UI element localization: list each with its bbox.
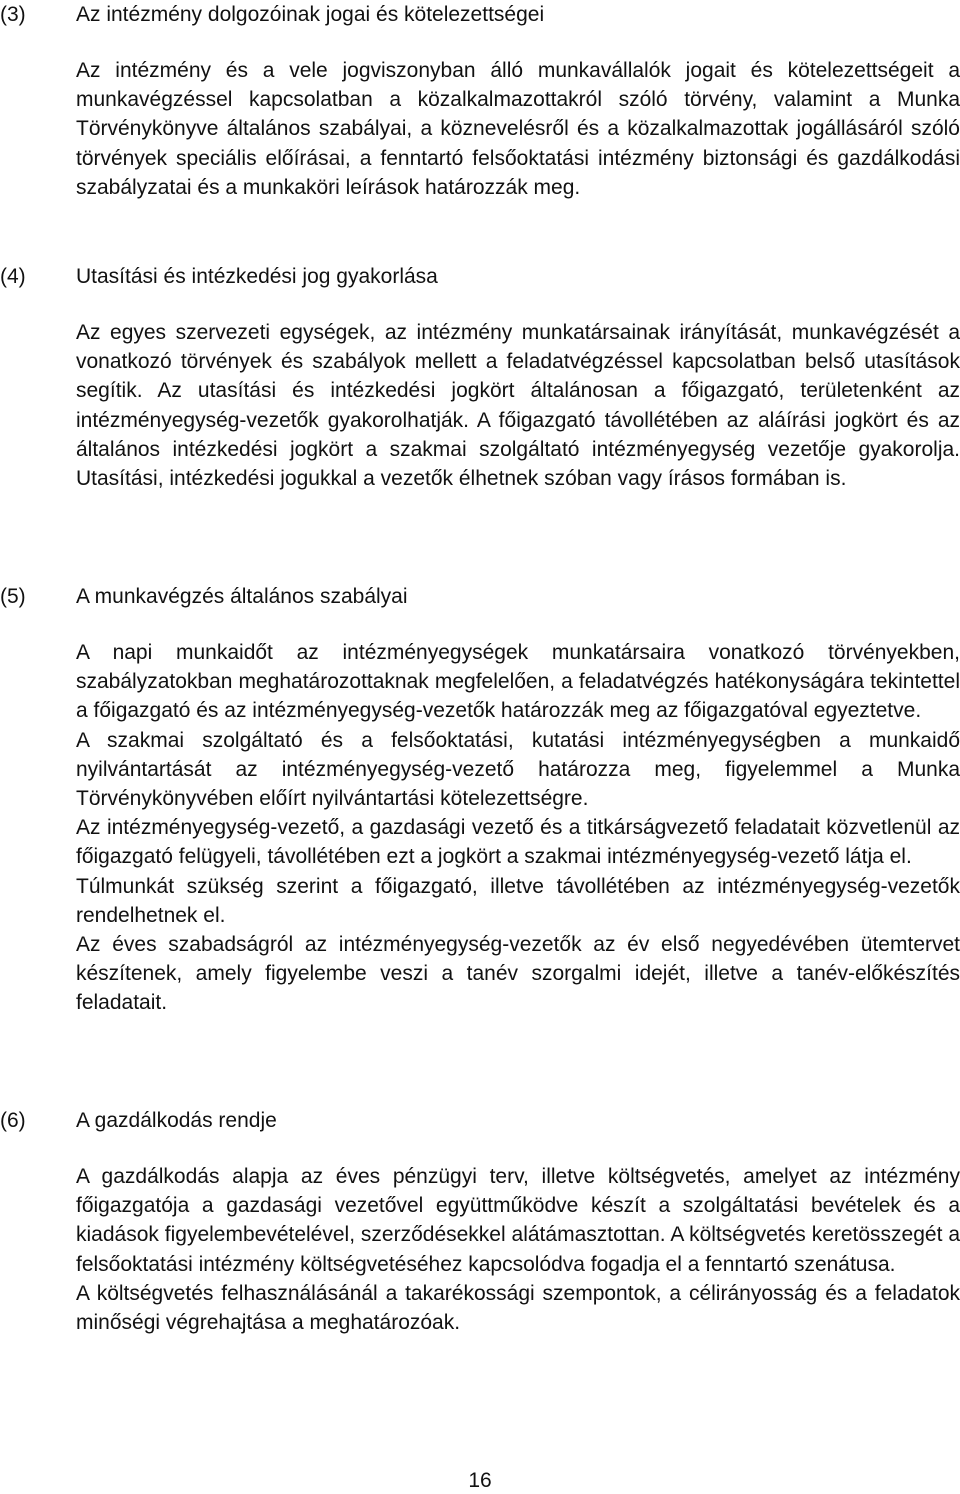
section-body: [76, 318, 960, 493]
paragraph: A gazdálkodás alapja az éves pénzügyi terv, illetve költségvetés, amelyet az intézmény főigazgatója a gazdasági vezetővel együttműködve készít a szolgáltatási bevételek és a kiadások figyelembevételével, szerződésekkel alátámasztottan. A költségvetés keretösszegét a felsőoktatási intézmény költségvetéséhez kapcsolódva fogadja el a fenntartó szenátusa.: [76, 1165, 960, 1276]
paragraph: Az egyes szervezeti egységek, az intézmény munkatársainak irányítását, munkavégzését a vonatkozó törvények és szabályok mellett a feladatvégzéssel kapcsolatban belső utasítások segítik. Az utasítási és intézkedési jogkört általánosan a főigazgató, területenként az intézményegység-vezetők gyakorolhatják. A főigazgató távollétében az aláírási jogkört és az általános intézkedési jogkört a szakmai szolgáltató intézményegység vezetője gyakorolja. Utasítási, intézkedési jogukkal a vezetők élhetnek szóban vagy írásos formában is.: [76, 321, 960, 491]
paragraph: Az intézményegység-vezető, a gazdasági vezető és a titkárságvezető feladatait közvetlenül az főigazgató felügyeli, távollétében ezt a jogkört a szakmai intézményegység-vezető látja el.: [76, 816, 960, 869]
section-heading: Az intézmény dolgozóinak jogai és kötelezettségei: [76, 3, 545, 26]
section-body: [76, 638, 960, 1018]
section-number: (6): [0, 1109, 26, 1132]
paragraph: Az intézmény és a vele jogviszonyban álló munkavállalók jogait és kötelezettségeit a munkavégzéssel kapcsolatban a közalkalmazottakról szóló törvény, valamint a Munka Törvénykönyve általános szabályai, a köznevelésről és a közalkalmazottak jogállásáról szóló törvények speciális előírásai, a fenntartó felsőoktatási intézmény biztonsági és gazdálkodási szabályzatai és a munkaköri leírások határozzák meg.: [76, 59, 960, 199]
page-number: 16: [468, 1469, 492, 1492]
paragraph: A költségvetés felhasználásánál a takarékossági szempontok, a célirányosság és a feladatok minőségi végrehajtása a meghatározóak.: [76, 1281, 960, 1335]
paragraph: A szakmai szolgáltató és a felsőoktatási, kutatási intézményegységben a munkaidő nyilvántartását az intézményegység-vezető határozza meg, figyelemmel a Munka Törvénykönyvében előírt nyilvántartási kötelezettségre.: [76, 728, 960, 811]
section-number: (4): [0, 265, 26, 288]
section-number: (5): [0, 585, 26, 608]
section-body: [76, 56, 960, 202]
section-heading: A gazdálkodás rendje: [76, 1109, 277, 1132]
section-number: (3): [0, 3, 26, 26]
section-heading: Utasítási és intézkedési jog gyakorlása: [76, 265, 438, 288]
section-body: [76, 1162, 960, 1337]
section-heading: A munkavégzés általános szabályai: [76, 585, 408, 608]
paragraph: A napi munkaidőt az intézményegységek munkatársaira vonatkozó törvényekben, szabályzatokban meghatározottaknak megfelelően, a feladatvégzés hatékonyságára tekintettel a főigazgató és az intézményegység-vezetők határozzák meg az főigazgatóval egyeztetve.: [76, 641, 960, 723]
paragraph: Az éves szabadságról az intézményegység-vezetők az év első negyedévében ütemtervet készítenek, amely figyelembe veszi a tanév szorgalmi idejét, illetve a tanév-előkészítés feladatait.: [76, 933, 960, 1015]
paragraph: Túlmunkát szükség szerint a főigazgató, illetve távollétében az intézményegység-vezetők rendelhetnek el.: [76, 874, 960, 927]
